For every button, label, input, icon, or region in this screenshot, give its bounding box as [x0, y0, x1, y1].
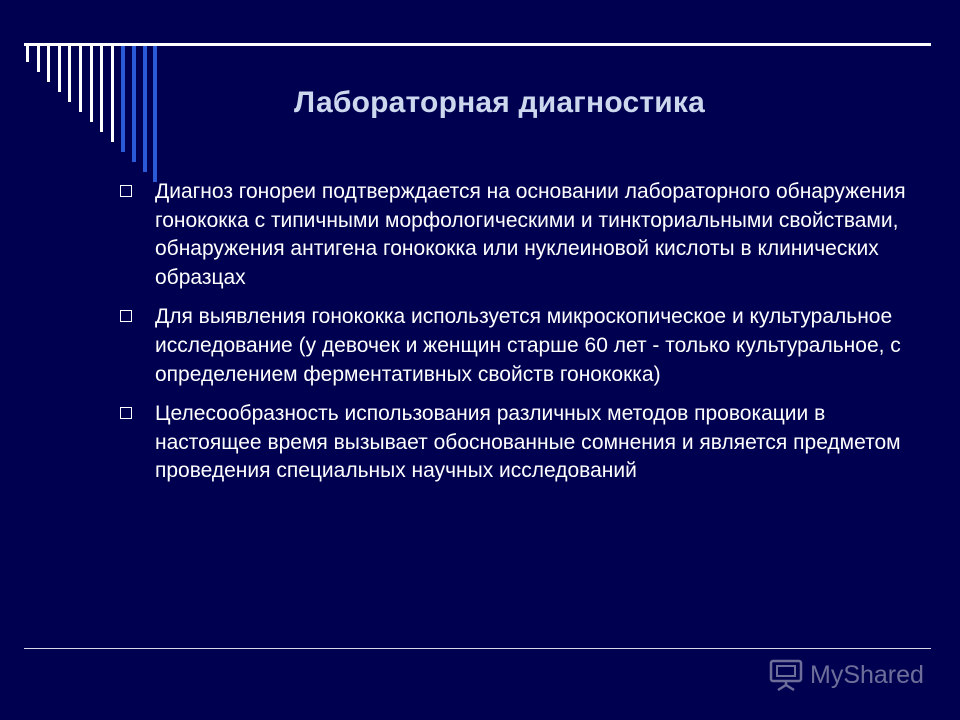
decorative-stripe — [90, 46, 93, 122]
decorative-stripe — [47, 46, 50, 82]
decorative-stripe — [153, 46, 157, 182]
square-bullet-icon — [120, 185, 132, 197]
presentation-board-icon — [768, 657, 804, 693]
square-bullet-icon — [120, 407, 132, 419]
square-bullet-icon — [120, 310, 132, 322]
decorative-stripe — [68, 46, 71, 102]
bullet-text: Для выявления гонококка используется микроскопическое и культуральное исследование (у девочек и женщин старше 60 лет - только культуральное, с определением ферментативных свойств гонококка) — [155, 305, 901, 386]
decorative-stripe — [143, 46, 147, 172]
decorative-stripe — [37, 46, 40, 72]
decorative-stripe — [100, 46, 103, 132]
decorative-stripe — [132, 46, 136, 162]
decorative-stripe — [26, 46, 29, 62]
slide-title: Лабораторная диагностика — [294, 86, 705, 119]
bullet-text: Диагноз гонореи подтверждается на основании лабораторного обнаружения гонококка с типичными морфологическими и тинкториальными свойствами, обнаружения антигена гонококка или нуклеиновой кислоты в клинических образцах — [155, 180, 906, 289]
decorative-stripe — [121, 46, 125, 152]
bullet-list — [120, 178, 910, 497]
bullet-item — [120, 303, 910, 389]
bullet-item — [120, 178, 910, 292]
decorative-stripe — [58, 46, 61, 92]
bullet-item — [120, 400, 910, 486]
bottom-rule — [24, 648, 931, 649]
decorative-stripe — [79, 46, 82, 112]
watermark-text: MyShared — [810, 660, 924, 689]
watermark — [768, 655, 924, 695]
decorative-stripe — [111, 46, 114, 142]
top-rule — [24, 43, 931, 46]
bullet-text: Целесообразность использования различных методов провокации в настоящее время вызывает обоснованные сомнения и является предметом проведения специальных научных исследований — [155, 402, 901, 483]
